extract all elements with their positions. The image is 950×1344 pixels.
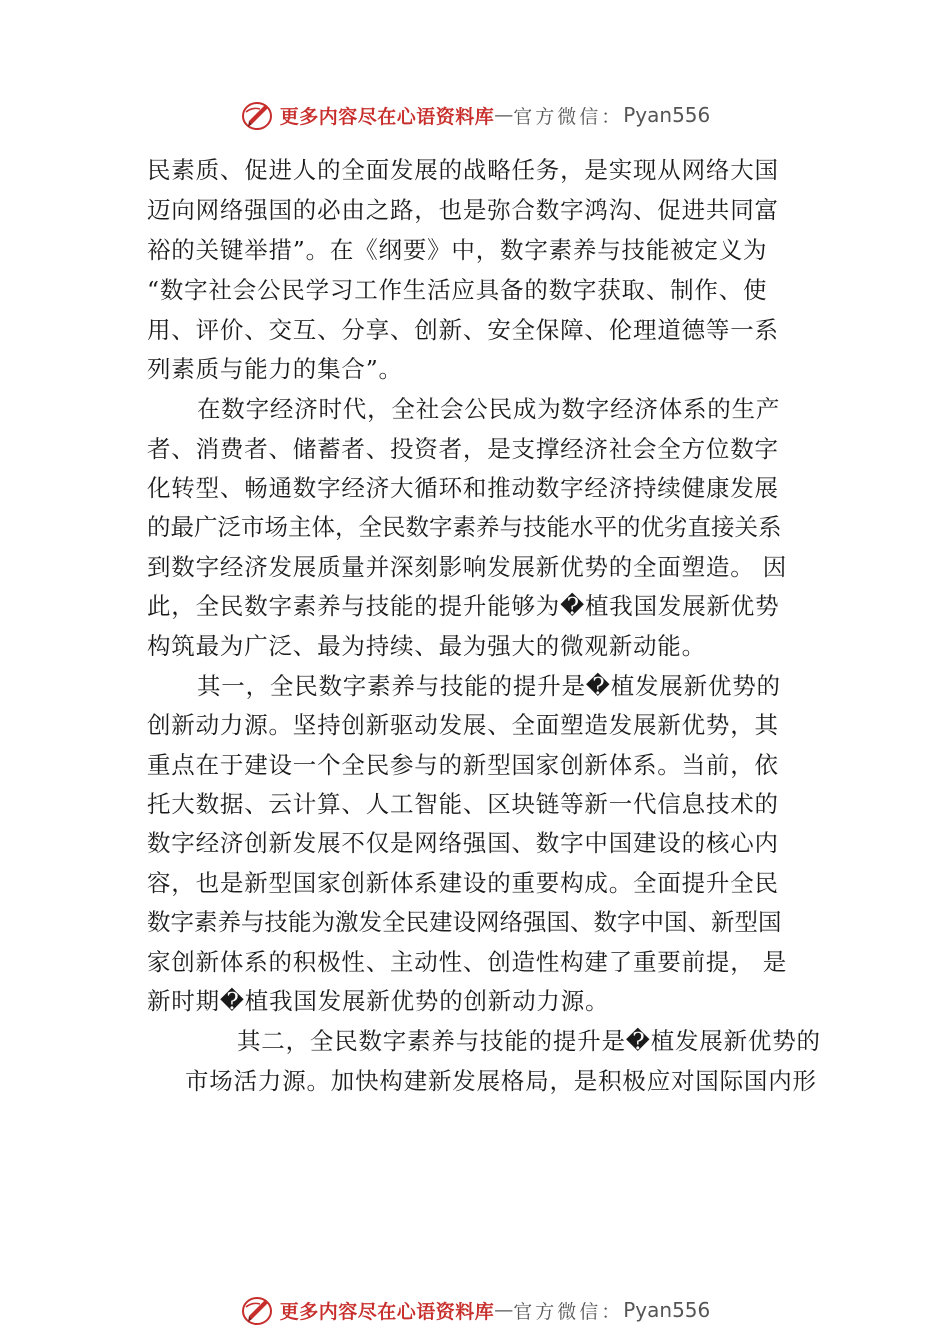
body-line: 的最广泛市场主体，全民数字素养与技能水平的优劣直接关系 bbox=[147, 513, 782, 541]
body-line: 数字经济创新发展不仅是网络强国、数字中国建设的核心内 bbox=[147, 829, 779, 857]
body-line: 在数字经济时代，全社会公民成为数字经济体系的生产 bbox=[197, 395, 781, 423]
logo-icon bbox=[240, 97, 276, 133]
body-line: 迈向网络强国的必由之路，也是弥合数字鸿沟、促进共同富 bbox=[147, 196, 779, 224]
body-line: 列素质与能力的集合”。 bbox=[147, 355, 403, 383]
banner-dash: — bbox=[494, 1299, 514, 1321]
banner-dash: — bbox=[494, 104, 514, 126]
body-line: 家创新体系的积极性、主动性、创造性构建了重要前提， 是 bbox=[147, 948, 788, 976]
body-line: 托大数据、云计算、人工智能、区块链等新一代信息技术的 bbox=[147, 790, 779, 818]
body-line: 化转型、畅通数字经济大循环和推动数字经济持续健康发展 bbox=[147, 474, 779, 502]
body-line: “数字社会公民学习工作生活应具备的数字获取、制作、使 bbox=[147, 276, 768, 304]
body-line: 创新动力源。坚持创新驱动发展、全面塑造发展新优势，其 bbox=[147, 711, 779, 739]
body-line: 市场活力源。加快构建新发展格局，是积极应对国际国内形 bbox=[185, 1067, 817, 1095]
body-line: 用、评价、交互、分享、创新、安全保障、伦理道德等一系 bbox=[147, 316, 779, 344]
banner-title: 更多内容尽在心语资料库 bbox=[279, 1300, 495, 1323]
banner-wechat-id: Pyan556 bbox=[623, 1298, 711, 1322]
banner-wechat-id: Pyan556 bbox=[623, 103, 711, 127]
body-line: 重点在于建设一个全民参与的新型国家创新体系。当前，依 bbox=[147, 751, 779, 779]
body-line: 容，也是新型国家创新体系建设的重要构成。全面提升全民 bbox=[147, 869, 779, 897]
body-line: 者、消费者、储蓄者、投资者，是支撑经济社会全方位数字 bbox=[147, 435, 779, 463]
banner-wechat-label: 官方微信： bbox=[513, 1300, 624, 1323]
body-line: 此，全民数字素养与技能的提升能够为�植我国发展新优势 bbox=[147, 592, 780, 620]
body-line: 其二，全民数字素养与技能的提升是�植发展新优势的 bbox=[237, 1027, 821, 1055]
body-line: 民素质、促进人的全面发展的战略任务，是实现从网络大国 bbox=[147, 156, 779, 184]
header-watermark-banner bbox=[0, 95, 950, 135]
banner-title: 更多内容尽在心语资料库 bbox=[279, 105, 495, 128]
body-line: 构筑最为广泛、最为持续、最为强大的微观新动能。 bbox=[147, 632, 706, 660]
footer-watermark-banner bbox=[0, 1290, 950, 1330]
body-line: 其一，全民数字素养与技能的提升是�植发展新优势的 bbox=[197, 672, 781, 700]
body-line: 到数字经济发展质量并深刻影响发展新优势的全面塑造。 因 bbox=[147, 553, 788, 581]
body-line: 裕的关键举措”。在《纲要》中，数字素养与技能被定义为 bbox=[147, 236, 768, 264]
body-line: 数字素养与技能为激发全民建设网络强国、数字中国、新型国 bbox=[147, 908, 782, 936]
banner-wechat-label: 官方微信： bbox=[513, 105, 624, 128]
logo-icon bbox=[240, 1292, 276, 1328]
body-line: 新时期�植我国发展新优势的创新动力源。 bbox=[147, 987, 610, 1015]
